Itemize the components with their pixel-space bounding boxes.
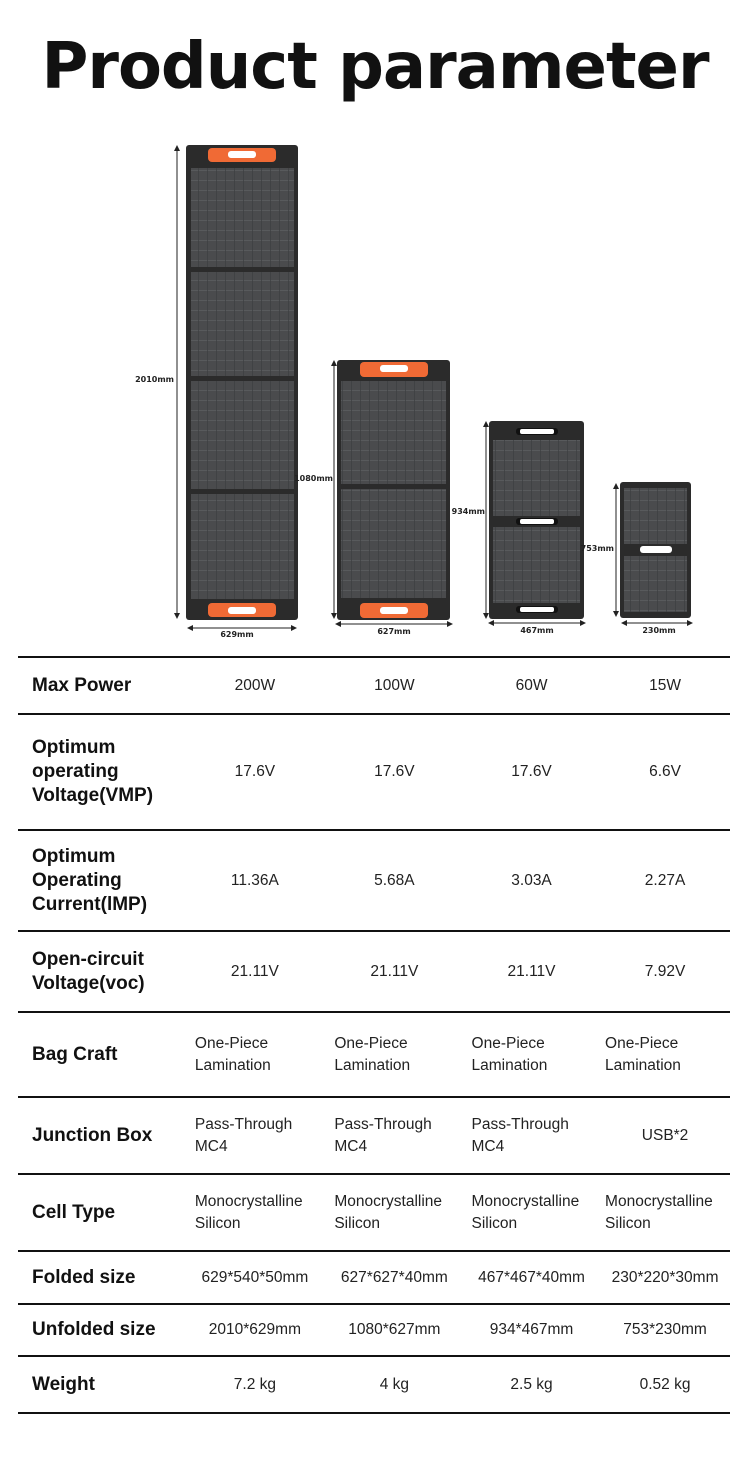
table-cell: 11.36A: [184, 830, 326, 931]
row-label: Folded size: [18, 1251, 184, 1304]
dimension-label: 753mm: [580, 544, 614, 553]
table-cell: Monocrystalline Silicon: [463, 1174, 600, 1251]
row-label: Unfolded size: [18, 1304, 184, 1356]
table-cell: 4 kg: [326, 1356, 463, 1413]
table-row: [18, 1251, 730, 1304]
row-label: Max Power: [18, 657, 184, 714]
table-cell: 60W: [463, 657, 600, 714]
table-cell: Monocrystalline Silicon: [600, 1174, 730, 1251]
row-label: Optimum operating Voltage(VMP): [18, 714, 184, 830]
table-cell: 15W: [600, 657, 730, 714]
table-cell: 934*467mm: [463, 1304, 600, 1356]
panel-60w: [489, 421, 584, 619]
row-label: Bag Craft: [18, 1012, 184, 1097]
table-cell: 2.5 kg: [463, 1356, 600, 1413]
table-cell: Pass-Through MC4: [463, 1097, 600, 1174]
table-cell: 17.6V: [463, 714, 600, 830]
table-cell: USB*2: [600, 1097, 730, 1174]
table-row: [18, 931, 730, 1012]
table-cell: 7.2 kg: [184, 1356, 326, 1413]
spec-table: [18, 656, 730, 1414]
dimension-label: 2010mm: [135, 375, 174, 384]
table-cell: 627*627*40mm: [326, 1251, 463, 1304]
table-cell: 5.68A: [326, 830, 463, 931]
table-row: [18, 1356, 730, 1413]
panel-200w: [186, 145, 298, 620]
row-label: Open-circuit Voltage(voc): [18, 931, 184, 1012]
table-cell: 3.03A: [463, 830, 600, 931]
dimension-label: 629mm: [220, 630, 254, 639]
table-row: [18, 830, 730, 931]
table-cell: One-Piece Lamination: [326, 1012, 463, 1097]
table-cell: Monocrystalline Silicon: [326, 1174, 463, 1251]
table-cell: 17.6V: [184, 714, 326, 830]
row-label: Junction Box: [18, 1097, 184, 1174]
table-row: [18, 1097, 730, 1174]
table-cell: 17.6V: [326, 714, 463, 830]
table-cell: 467*467*40mm: [463, 1251, 600, 1304]
table-cell: 2010*629mm: [184, 1304, 326, 1356]
table-cell: 200W: [184, 657, 326, 714]
table-row: [18, 657, 730, 714]
table-cell: 7.92V: [600, 931, 730, 1012]
table-row: [18, 714, 730, 830]
table-cell: 21.11V: [326, 931, 463, 1012]
table-cell: One-Piece Lamination: [463, 1012, 600, 1097]
dimension-label: 1080mm: [294, 474, 333, 483]
panel-illustrations: [0, 0, 750, 650]
dimension-label: 230mm: [642, 626, 676, 635]
table-cell: 21.11V: [463, 931, 600, 1012]
row-label: Optimum Operating Current(lMP): [18, 830, 184, 931]
page-title: Product parameter: [41, 30, 709, 104]
table-cell: Pass-Through MC4: [184, 1097, 326, 1174]
table-row: [18, 1304, 730, 1356]
table-cell: 21.11V: [184, 931, 326, 1012]
panel-100w: [337, 360, 450, 620]
table-cell: 0.52 kg: [600, 1356, 730, 1413]
table-cell: One-Piece Lamination: [600, 1012, 730, 1097]
table-cell: Pass-Through MC4: [326, 1097, 463, 1174]
dimension-label: 627mm: [377, 627, 411, 636]
dimension-label: 467mm: [520, 626, 554, 635]
table-cell: 753*230mm: [600, 1304, 730, 1356]
table-cell: 1080*627mm: [326, 1304, 463, 1356]
table-cell: 629*540*50mm: [184, 1251, 326, 1304]
row-label: Weight: [18, 1356, 184, 1413]
table-cell: 100W: [326, 657, 463, 714]
panel-15w: [620, 482, 691, 618]
table-row: [18, 1012, 730, 1097]
table-cell: 6.6V: [600, 714, 730, 830]
table-cell: Monocrystalline Silicon: [184, 1174, 326, 1251]
table-cell: 230*220*30mm: [600, 1251, 730, 1304]
dimension-label: 934mm: [451, 507, 485, 516]
table-cell: 2.27A: [600, 830, 730, 931]
table-row: [18, 1174, 730, 1251]
table-cell: One-Piece Lamination: [184, 1012, 326, 1097]
row-label: Cell Type: [18, 1174, 184, 1251]
